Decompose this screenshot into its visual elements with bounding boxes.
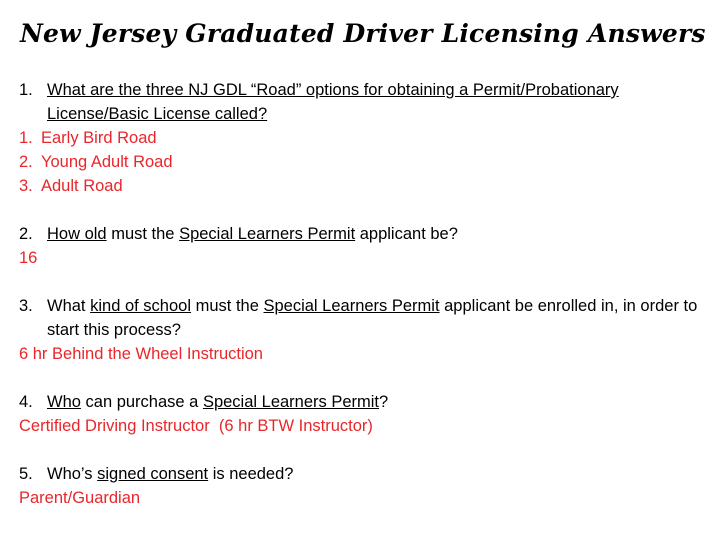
answer-3: 6 hr Behind the Wheel Instruction	[19, 345, 263, 363]
question-underlined-text: kind of school	[90, 297, 192, 315]
answer-text: Young Adult Road	[41, 153, 173, 171]
answer-1-item-1	[19, 126, 709, 150]
answer-number: 2.	[19, 153, 33, 171]
question-underlined-text: Special Learners Permit	[263, 297, 440, 315]
question-1	[19, 78, 709, 126]
question-text	[47, 222, 709, 246]
question-underlined-text: signed consent	[97, 465, 209, 483]
question-underlined-text: What are the three NJ GDL “Road” options for obtaining a Permit/Probationary License/Basic License called?	[47, 81, 619, 123]
question-text	[47, 390, 709, 414]
question-number: 3.	[19, 297, 33, 315]
answer-text: Early Bird Road	[41, 129, 157, 147]
question-underlined-text: How old	[47, 225, 107, 243]
question-underlined-text: Special Learners Permit	[202, 393, 380, 411]
answer-text: Adult Road	[41, 177, 123, 195]
question-5	[19, 462, 709, 486]
question-number: 4.	[19, 393, 33, 411]
answer-1-item-3	[19, 174, 709, 198]
answer-5: Parent/Guardian	[19, 489, 141, 507]
question-plain-text: Who’s	[47, 465, 98, 483]
slide-title: New Jersey Graduated Driver Licensing Answers	[20, 19, 706, 48]
answer-1-item-2	[19, 150, 709, 174]
spacer	[19, 270, 709, 294]
question-number: 1.	[19, 81, 33, 99]
question-plain-text: ?	[379, 393, 389, 411]
question-plain-text: What	[47, 297, 91, 315]
question-text	[47, 78, 709, 126]
question-underlined-text: Special Learners Permit	[179, 225, 356, 243]
slide-body	[19, 78, 709, 510]
spacer	[19, 198, 709, 222]
answer-4: Certified Driving Instructor (6 hr BTW Instructor)	[19, 417, 373, 435]
spacer	[19, 438, 709, 462]
answer-2: 16	[19, 249, 38, 267]
question-plain-text: must the	[191, 297, 264, 315]
question-plain-text: is needed?	[208, 465, 294, 483]
question-underlined-text: Who	[47, 393, 81, 411]
question-2	[19, 222, 709, 246]
question-number: 2.	[19, 225, 33, 243]
question-4	[19, 390, 709, 414]
answer-number: 3.	[19, 177, 33, 195]
question-text	[47, 462, 709, 486]
question-plain-text: can purchase a	[80, 393, 203, 411]
question-3	[19, 294, 709, 342]
question-text	[47, 294, 709, 342]
question-plain-text: applicant be enrolled in, in order to start this process?	[47, 297, 698, 339]
question-plain-text: must the	[106, 225, 180, 243]
spacer	[19, 366, 709, 390]
answer-number: 1.	[19, 129, 33, 147]
question-number: 5.	[19, 465, 33, 483]
question-plain-text: applicant be?	[355, 225, 458, 243]
